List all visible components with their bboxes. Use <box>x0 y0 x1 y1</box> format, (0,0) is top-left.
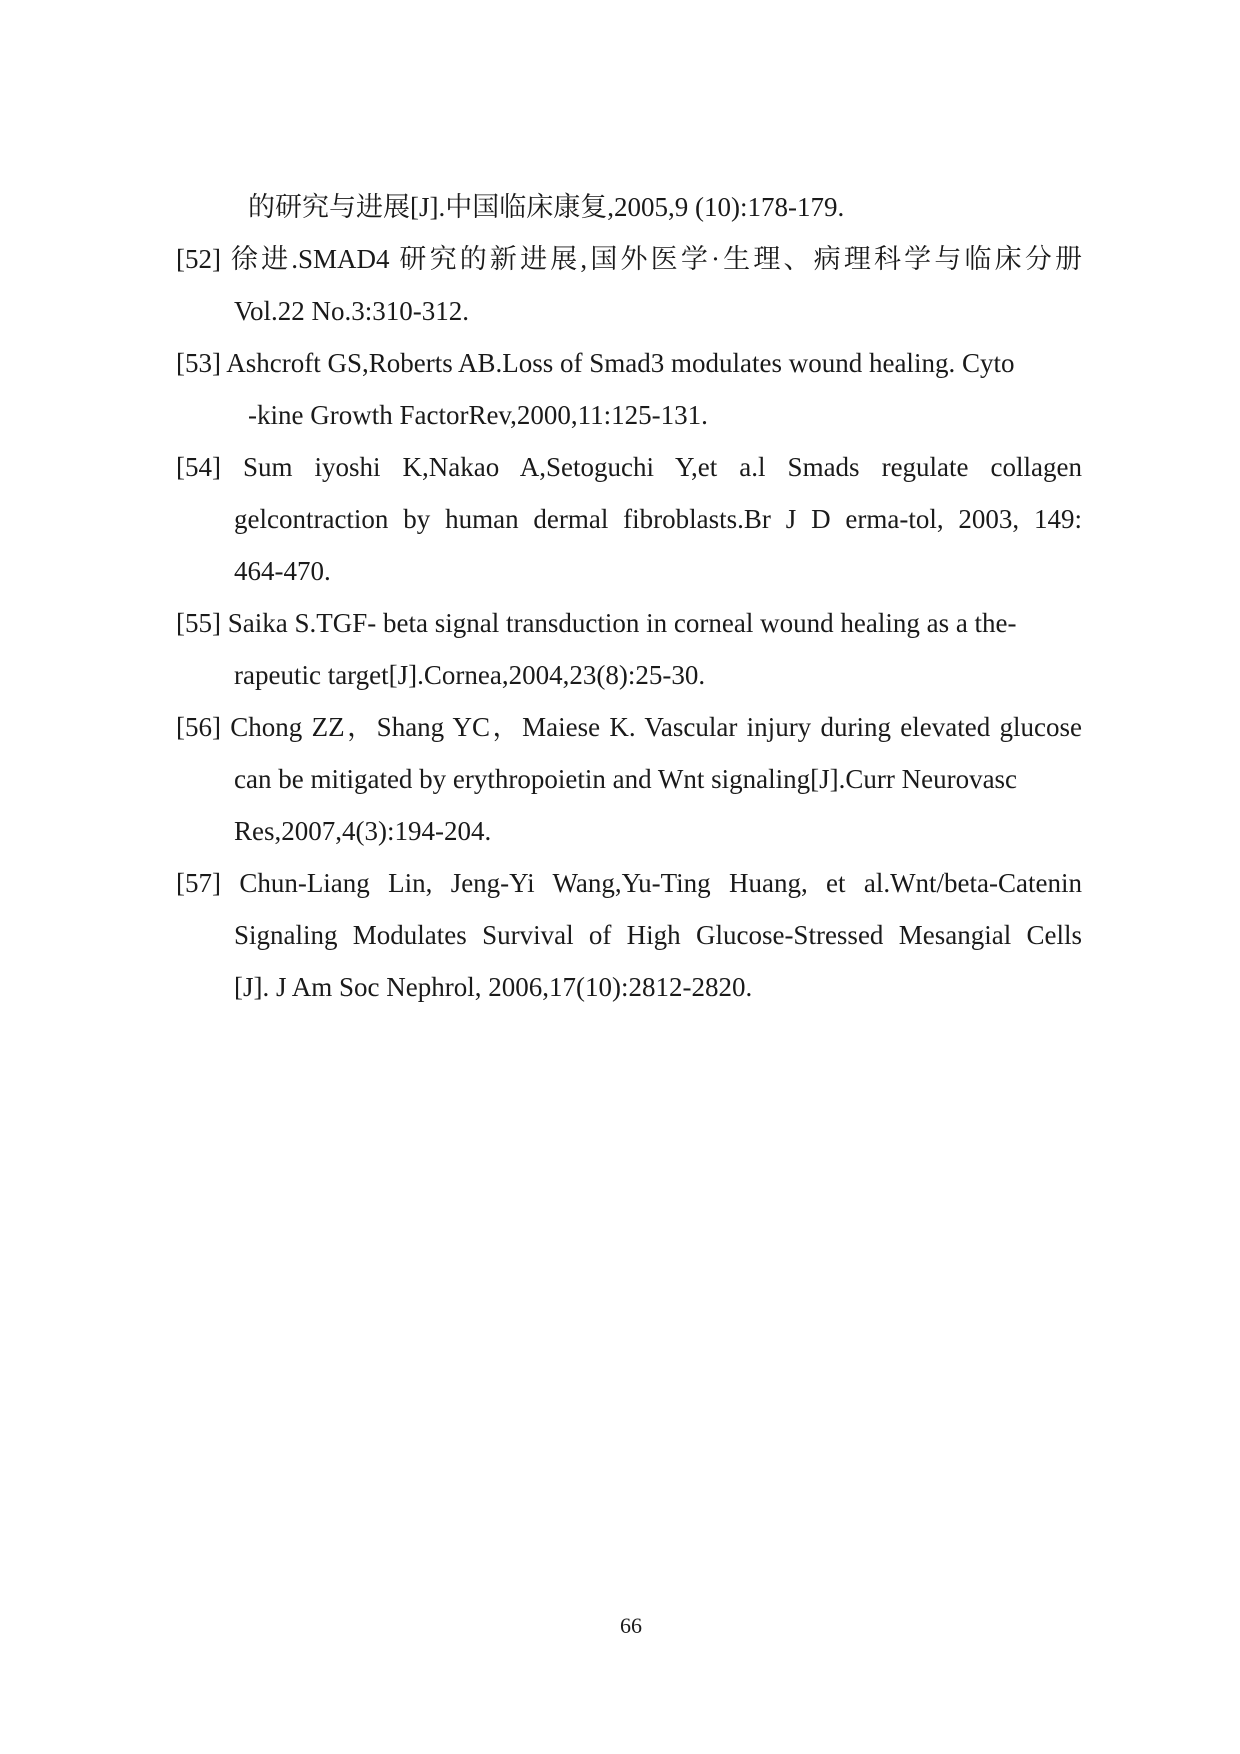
reference-52-line-2: Vol.22 No.3:310-312. <box>234 296 470 326</box>
reference-54-line-3: 464-470. <box>234 556 331 586</box>
reference-55-line-1: [55] Saika S.TGF- beta signal transduction in corneal wound healing as a the- <box>176 608 1017 638</box>
reference-54-line-1: [54] Sum iyoshi K,Nakao A,Setoguchi Y,et a.l Smads regulate collagen <box>176 452 1082 482</box>
reference-56-line-3: Res,2007,4(3):194-204. <box>234 816 492 846</box>
reference-53-line-1: [53] Ashcroft GS,Roberts AB.Loss of Smad3 modulates wound healing. Cyto <box>176 348 1015 378</box>
reference-54-line-2: gelcontraction by human dermal fibroblasts.Br J D erma-tol, 2003, 149: <box>234 504 1082 534</box>
reference-56-line-1: [56] Chong ZZ，Shang YC，Maiese K. Vascular injury during elevated glucose <box>176 712 1082 742</box>
reference-57-line-2: Signaling Modulates Survival of High Glucose-Stressed Mesangial Cells <box>234 920 1082 950</box>
reference-57-line-3: [J]. J Am Soc Nephrol, 2006,17(10):2812-2820. <box>234 972 753 1002</box>
reference-57-line-1: [57] Chun-Liang Lin, Jeng-Yi Wang,Yu-Ting Huang, et al.Wnt/beta-Catenin <box>176 868 1082 898</box>
page-number: 66 <box>620 1613 642 1638</box>
reference-52-line-1: [52] 徐进.SMAD4 研究的新进展,国外医学·生理、病理科学与临床分册 <box>176 244 1082 274</box>
reference-55-line-2: rapeutic target[J].Cornea,2004,23(8):25-30. <box>234 660 706 690</box>
reference-56-line-2: can be mitigated by erythropoietin and Wnt signaling[J].Curr Neurovasc <box>234 764 1018 794</box>
reference-51-continuation: 的研究与进展[J].中国临床康复,2005,9 (10):178-179. <box>248 192 845 222</box>
reference-53-line-2: -kine Growth FactorRev,2000,11:125-131. <box>248 400 708 430</box>
